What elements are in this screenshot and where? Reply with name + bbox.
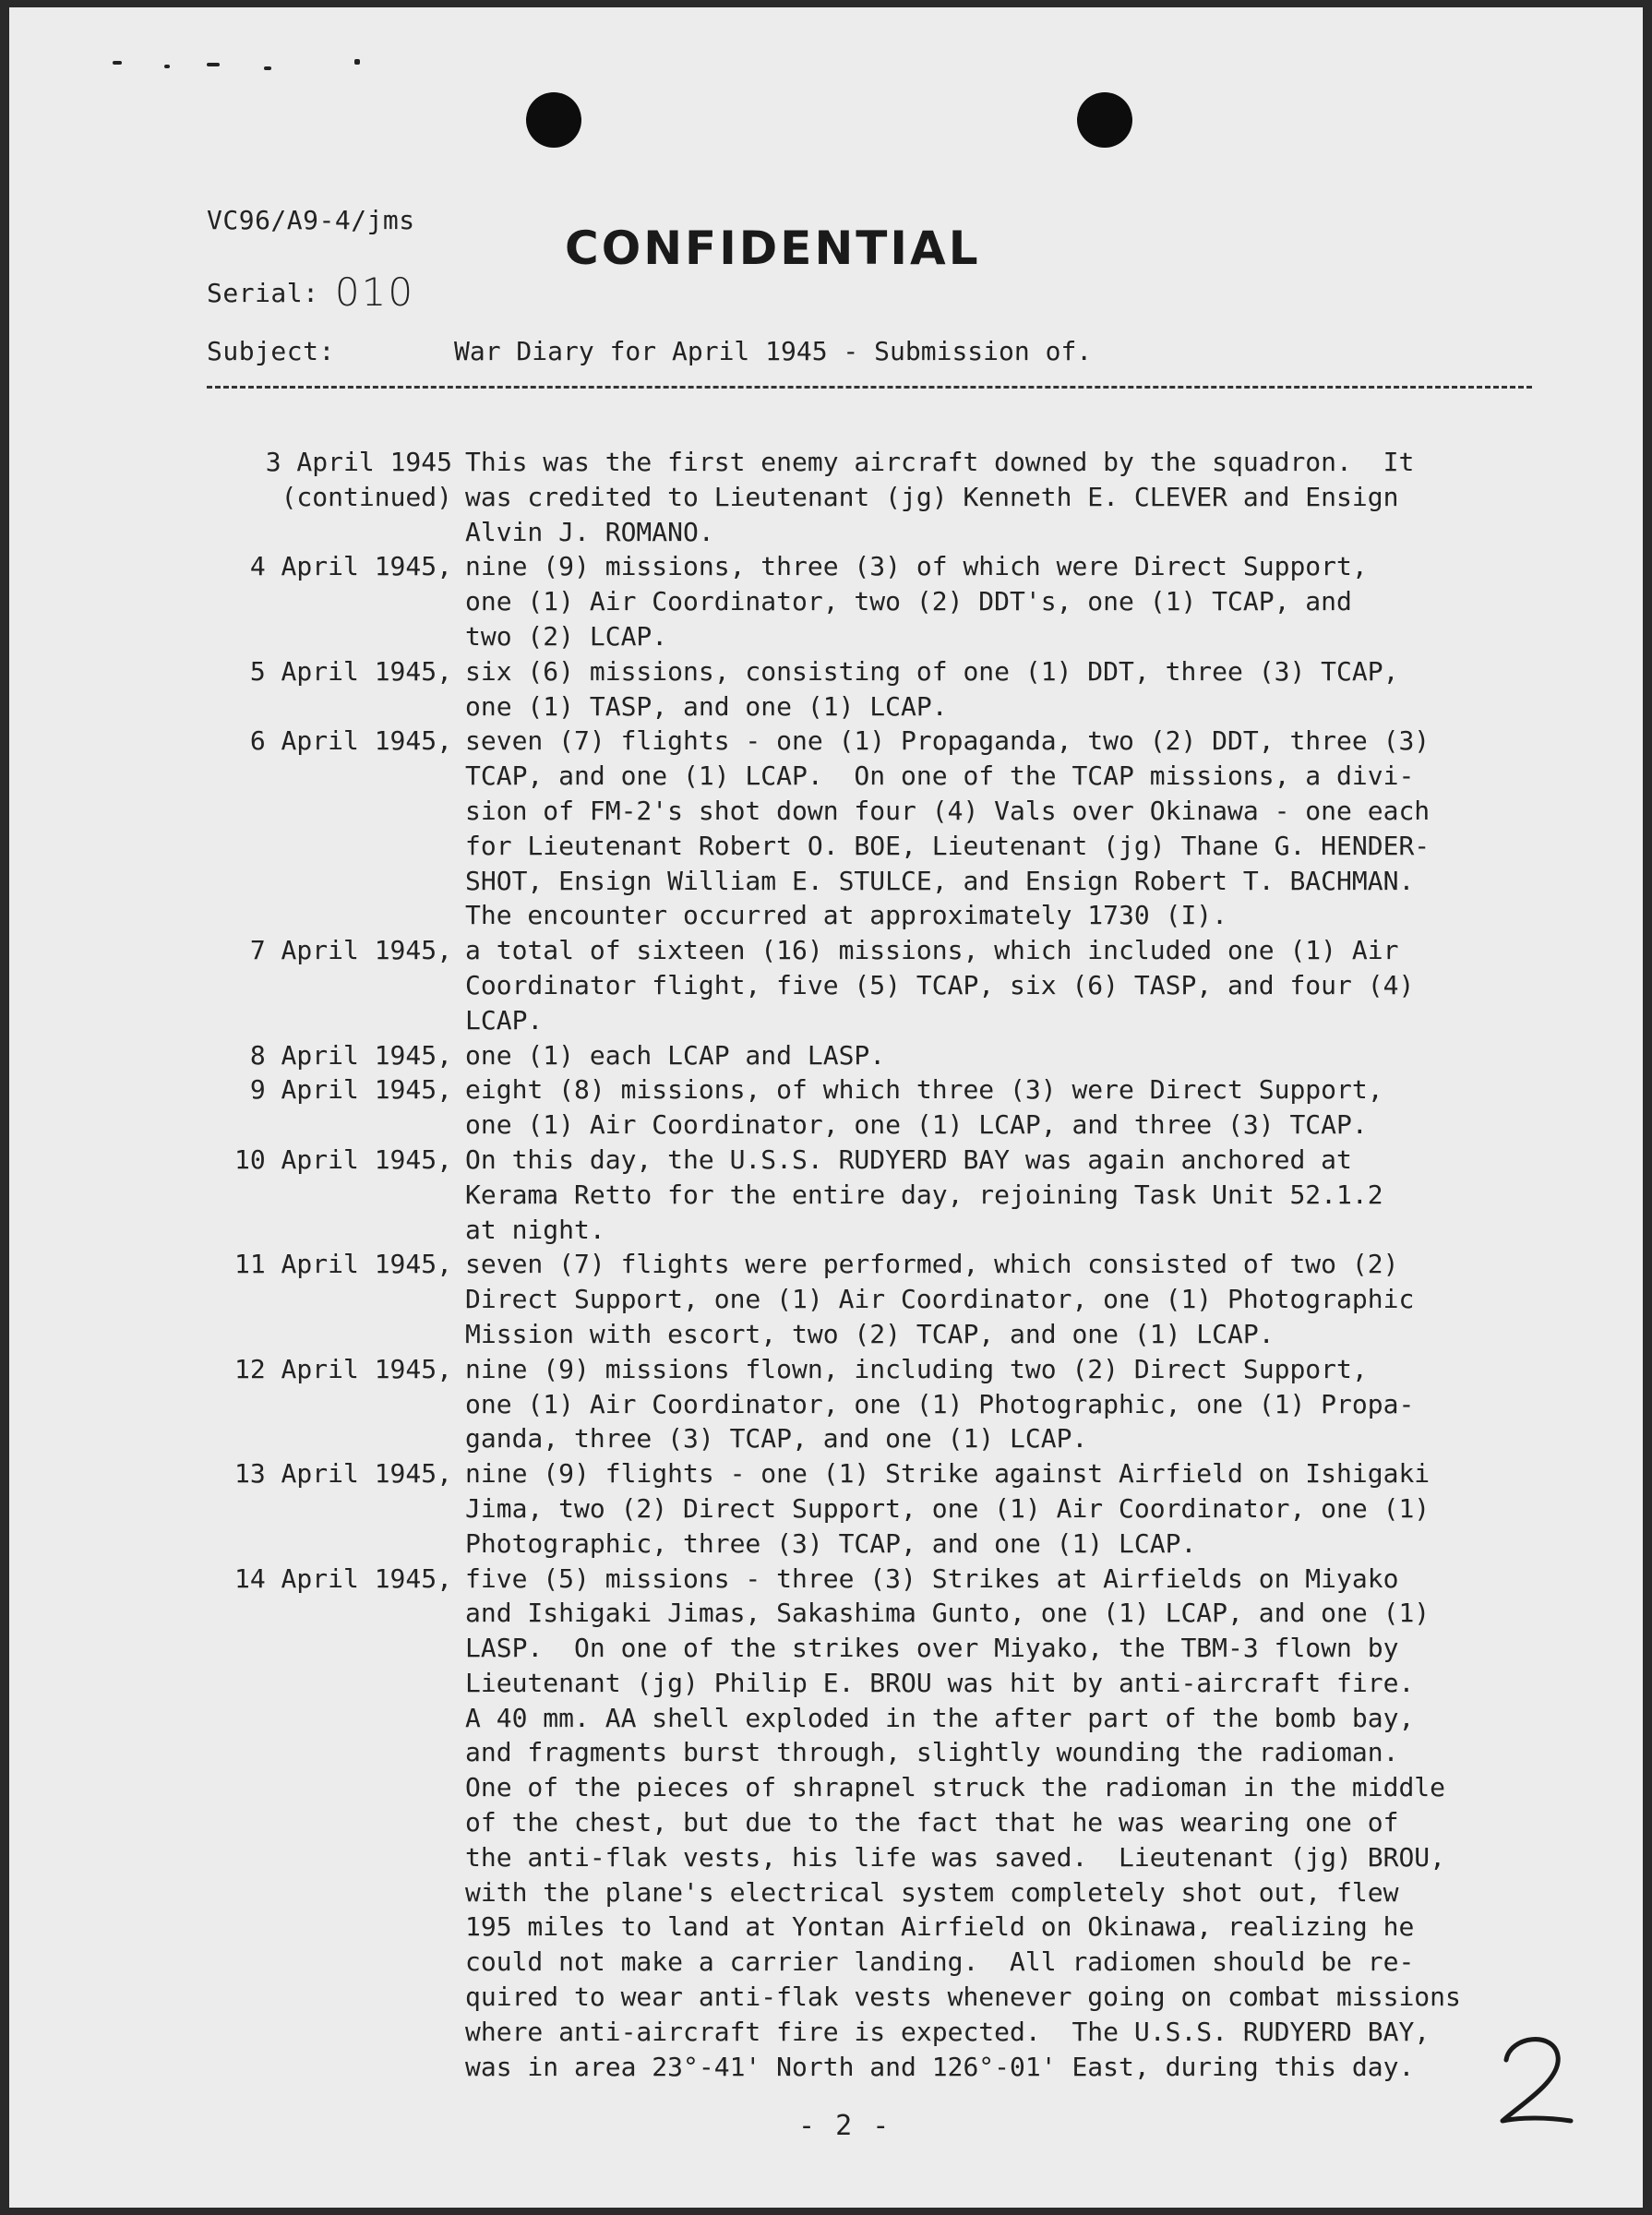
scan-speck xyxy=(264,66,271,70)
entry-text-line: Kerama Retto for the entire day, rejoining Task Unit 52.1.2 xyxy=(465,1179,1383,1210)
entry-text-line: five (5) missions - three (3) Strikes at Airfields on Miyako xyxy=(465,1562,1399,1594)
entry-text-line: one (1) Air Coordinator, one (1) LCAP, and three (3) TCAP. xyxy=(465,1109,1368,1141)
entry-text-line: nine (9) missions flown, including two (2) Direct Support, xyxy=(465,1353,1368,1384)
dashed-divider xyxy=(207,386,1532,389)
entry-text-line: Alvin J. ROMANO. xyxy=(465,516,714,547)
entry-text-line: On this day, the U.S.S. RUDYERD BAY was again anchored at xyxy=(465,1143,1352,1175)
entry-text-line: This was the first enemy aircraft downed by the squadron. It xyxy=(465,447,1415,477)
entry-text xyxy=(465,1352,1545,1456)
entry-text-line: eight (8) missions, of which three (3) were Direct Support, xyxy=(465,1074,1383,1106)
entry-text xyxy=(465,1143,1545,1247)
scan-speck xyxy=(113,61,122,65)
entry-text xyxy=(465,654,1545,724)
diary-entry xyxy=(207,549,1545,653)
entry-text-line: six (6) missions, consisting of one (1) DDT, three (3) TCAP, xyxy=(465,655,1399,687)
entry-text-line: the anti-flak vests, his life was saved. Lieutenant (jg) BROU, xyxy=(465,1841,1446,1873)
entry-text-line: could not make a carrier landing. All radiomen should be re- xyxy=(465,1946,1415,1978)
entry-text xyxy=(465,1072,1545,1143)
entry-text-line: nine (9) flights - one (1) Strike against Airfield on Ishigaki xyxy=(465,1458,1431,1490)
diary-entry xyxy=(207,1072,1545,1143)
entry-text-line: and fragments burst through, slightly wounding the radioman. xyxy=(465,1737,1399,1768)
entry-text-line: seven (7) flights were performed, which consisted of two (2) xyxy=(465,1249,1399,1280)
scan-speck xyxy=(207,63,220,66)
entry-text-line: The encounter occurred at approximately 1730 (I). xyxy=(465,900,1228,931)
file-reference: VC96/A9-4/jms xyxy=(207,205,415,235)
entry-date: 7 April 1945, xyxy=(249,935,452,966)
entry-text-line: TCAP, and one (1) LCAP. On one of the TCAP missions, a divi- xyxy=(465,760,1415,792)
entry-date: 13 April 1945, xyxy=(233,1458,452,1490)
entry-text-line: where anti-aircraft fire is expected. The U.S.S. RUDYERD BAY, xyxy=(465,2016,1431,2047)
classification-stamp: CONFIDENTIAL xyxy=(565,222,981,275)
diary-entry xyxy=(207,1247,1545,1351)
entry-text-line: quired to wear anti-flak vests whenever going on combat missions xyxy=(465,1982,1461,2013)
entry-text-line: at night. xyxy=(465,1214,605,1245)
diary-entry xyxy=(207,654,1545,724)
subject-value: War Diary for April 1945 - Submission of. xyxy=(454,336,1093,366)
entry-text xyxy=(465,1456,1545,1561)
entry-date: 5 April 1945, xyxy=(249,655,452,687)
entry-text-line: Lieutenant (jg) Philip E. BROU was hit by anti-aircraft fire. xyxy=(465,1667,1415,1698)
entry-text-line: LASP. On one of the strikes over Miyako, the TBM-3 flown by xyxy=(465,1633,1399,1664)
entry-date: 11 April 1945, xyxy=(233,1249,452,1280)
entry-text-line: a total of sixteen (16) missions, which included one (1) Air xyxy=(465,935,1399,966)
entry-date: 6 April 1945, xyxy=(249,725,452,757)
entry-text-line: two (2) LCAP. xyxy=(465,620,668,652)
handwritten-page-number xyxy=(1493,2029,1576,2130)
diary-entry xyxy=(207,1562,1545,2085)
serial-label: Serial: xyxy=(207,278,319,308)
entry-text-line: Mission with escort, two (2) TCAP, and one (1) LCAP. xyxy=(465,1318,1275,1349)
serial-number: 010 xyxy=(334,269,415,315)
serial-line xyxy=(207,269,414,315)
entry-text-line: one (1) TASP, and one (1) LCAP. xyxy=(465,690,948,722)
diary-entry xyxy=(207,1038,1545,1073)
entry-text-line: Coordinator flight, five (5) TCAP, six (6) TASP, and four (4) xyxy=(465,969,1415,1000)
entry-text xyxy=(465,549,1545,653)
entry-text-line: sion of FM-2's shot down four (4) Vals over Okinawa - one each xyxy=(465,795,1431,826)
scan-speck xyxy=(164,65,170,68)
diary-entry xyxy=(207,933,1545,1037)
page-number: - 2 - xyxy=(798,2110,892,2142)
entry-text-line: One of the pieces of shrapnel struck the radioman in the middle xyxy=(465,1772,1446,1803)
diary-entry xyxy=(207,1143,1545,1247)
diary-entries xyxy=(207,445,1545,2084)
entry-text-line: nine (9) missions, three (3) of which were Direct Support, xyxy=(465,551,1368,582)
document-page xyxy=(9,7,1643,2208)
subject-label: Subject: xyxy=(207,336,335,366)
entry-text xyxy=(465,1562,1545,2085)
entry-text-line: SHOT, Ensign William E. STULCE, and Ensign Robert T. BACHMAN. xyxy=(465,865,1415,896)
diary-entry xyxy=(207,724,1545,933)
entry-text-line: Jima, two (2) Direct Support, one (1) Air Coordinator, one (1) xyxy=(465,1492,1431,1524)
entry-text-line: was in area 23°-41' North and 126°-01' East, during this day. xyxy=(465,2051,1415,2082)
entry-text-line: for Lieutenant Robert O. BOE, Lieutenant (jg) Thane G. HENDER- xyxy=(465,830,1431,861)
entry-date: 4 April 1945, xyxy=(249,551,452,582)
entry-date: 14 April 1945, xyxy=(233,1562,452,1594)
entry-text xyxy=(465,933,1545,1037)
entry-text-line: was credited to Lieutenant (jg) Kenneth E. CLEVER and Ensign xyxy=(465,481,1399,512)
entry-date: 10 April 1945, xyxy=(233,1143,452,1175)
entry-text xyxy=(465,1247,1545,1351)
entry-date: 3 April 1945 (continued) xyxy=(265,447,452,512)
entry-text-line: with the plane's electrical system completely shot out, flew xyxy=(465,1876,1399,1908)
entry-text xyxy=(465,724,1545,933)
diary-entry xyxy=(207,1456,1545,1561)
scan-speck xyxy=(354,59,360,65)
entry-text-line: and Ishigaki Jimas, Sakashima Gunto, one (1) LCAP, and one (1) xyxy=(465,1598,1431,1629)
entry-text-line: 195 miles to land at Yontan Airfield on Okinawa, realizing he xyxy=(465,1911,1415,1943)
punch-hole-right xyxy=(1077,92,1132,148)
entry-text-line: LCAP. xyxy=(465,1004,544,1036)
entry-text-line: one (1) Air Coordinator, one (1) Photographic, one (1) Propa- xyxy=(465,1388,1415,1419)
entry-text-line: of the chest, but due to the fact that he was wearing one of xyxy=(465,1807,1399,1838)
entry-date: 9 April 1945, xyxy=(249,1074,452,1106)
entry-date: 8 April 1945, xyxy=(249,1039,452,1071)
entry-text-line: Direct Support, one (1) Air Coordinator, one (1) Photographic xyxy=(465,1284,1415,1315)
entry-text-line: seven (7) flights - one (1) Propaganda, two (2) DDT, three (3) xyxy=(465,725,1431,757)
entry-text-line: one (1) Air Coordinator, two (2) DDT's, one (1) TCAP, and xyxy=(465,586,1352,617)
diary-entry xyxy=(207,445,1545,549)
entry-text-line: A 40 mm. AA shell exploded in the after part of the bomb bay, xyxy=(465,1702,1415,1733)
entry-date: 12 April 1945, xyxy=(233,1353,452,1384)
entry-text-line: one (1) each LCAP and LASP. xyxy=(465,1039,886,1071)
entry-text xyxy=(465,1038,1545,1073)
entry-text-line: Photographic, three (3) TCAP, and one (1) LCAP. xyxy=(465,1527,1197,1559)
entry-text-line: ganda, three (3) TCAP, and one (1) LCAP. xyxy=(465,1423,1088,1455)
punch-hole-left xyxy=(526,92,581,148)
diary-entry xyxy=(207,1352,1545,1456)
entry-text xyxy=(465,445,1545,549)
